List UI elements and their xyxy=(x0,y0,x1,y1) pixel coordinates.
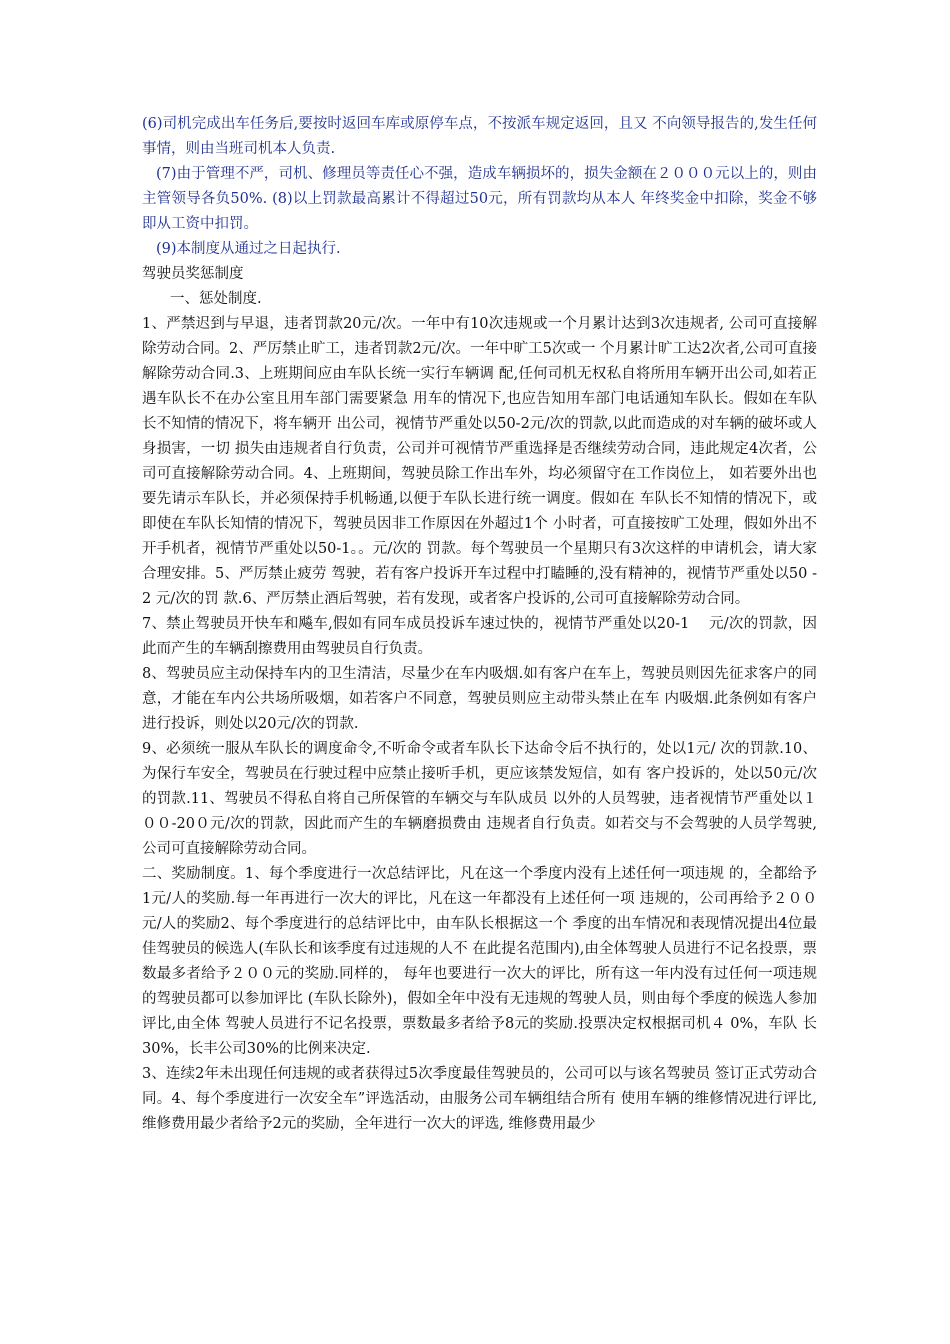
clause-6-paragraph: (6)司机完成出车任务后,要按时返回车库或原停车点，不按派车规定返回，且又 不向领导报告的,发生任何事情，则由当班司机本人负责. xyxy=(142,116,817,157)
punishment-clause-7: 7、禁止驾驶员开快车和飚车,假如有同车成员投诉车速过快的，视情节严重处以20-1 元/次的罚款，因此而产生的车辆刮擦费用由驾驶员自行负责。 xyxy=(142,616,817,657)
document-page xyxy=(142,112,817,1137)
clause-7-8-paragraph: (7)由于管理不严，司机、修理员等责任心不强，造成车辆损坏的，损失金额在２０００元以上的，则由主管领导各负50%. (8)以上罚款最高累计不得超过50元，所有罚款均从本人 年终奖金中扣除，奖金不够即从工资中扣罚。 xyxy=(142,166,817,232)
punishment-clause-8: 8、驾驶员应主动保持车内的卫生清洁，尽量少在车内吸烟.如有客户在车上，驾驶员则因先征求客户的同意，才能在车内公共场所吸烟，如若客户不同意，驾驶员则应主动带头禁止在车 内吸烟.此条例如有客户进行投诉，则处以20元/次的罚款. xyxy=(142,666,817,732)
punishment-clauses-9-11: 9、必须统一服从车队长的调度命令,不听命令或者车队长下达命令后不执行的，处以1元/ 次的罚款.10、为保行车安全，驾驶员在行驶过程中应禁止接听手机，更应该禁发短信，如有 客户投诉的，处以50元/次的罚款.11、驾驶员不得私自将自己所保管的车辆交与车队成员 以外的人员驾驶，违者视情节严重处以１００-20０元/次的罚款，因此而产生的车辆磨损费由 违规者自行负责。如若交与不会驾驶的人员学驾驶,公司可直接解除劳动合同。 xyxy=(142,741,817,857)
punishment-clauses-1-6: 1、严禁迟到与早退，违者罚款20元/次。一年中有10次违规或一个月累计达到3次违规者, 公司可直接解除劳动合同。2、严厉禁止旷工，违者罚款2元/次。一年中旷工5次或一 个月累计旷工达2次者,公司可直接解除劳动合同.3、上班期间应由车队长统一实行车辆调 配,任何司机无权私自将所用车辆开出公司,如若正遇车队长不在办公室且用车部门需要紧急 用车的情况下,也应告知用车部门电话通知车队长。假如在车队长不知情的情况下，将车辆开 出公司，视情节严重处以50-2元/次的罚款,以此而造成的对车辆的破坏或人身损害，一切 损失由违规者自行负责，公司并可视情节严重选择是否继续劳动合同，违此规定4次者，公 司可直接解除劳动合同。4、上班期间，驾驶员除工作出车外，均必须留守在工作岗位上， 如若要外出也要先请示车队长，并必须保持手机畅通,以便于车队长进行统一调度。假如在 车队长不知情的情况下，或即使在车队长知情的情况下，驾驶员因非工作原因在外超过1个 小时者，可直接按旷工处理，假如外出不开手机者，视情节严重处以50-1。。元/次的 罚款。每个驾驶员一个星期只有3次这样的申请机会，请大家合理安排。5、严厉禁止疲劳 驾驶，若有客户投诉开车过程中打瞌睡的,没有精神的，视情节严重处以50 - 2 元/次的罚 款.6、严厉禁止酒后驾驶，若有发现，或者客户投诉的,公司可直接解除劳动合同。 xyxy=(142,316,817,607)
punishment-heading: 一、惩处制度. xyxy=(170,291,262,307)
clause-9-paragraph: (9)本制度从通过之日起执行. xyxy=(156,241,341,257)
reward-clauses-3-4: 3、连续2年未出现任何违规的或者获得过5次季度最佳驾驶员的，公司可以与该名驾驶员 签订正式劳动合同。4、每个季度进行一次安全车”评选活动，由服务公司车辆组结合所有 使用车辆的维修情况进行评比,维修费用最少者给予2元的奖励，全年进行一次大的评选, 维修费用最少 xyxy=(142,1066,817,1132)
section-title: 驾驶员奖惩制度 xyxy=(142,266,244,282)
reward-section: 二、奖励制度。1、每个季度进行一次总结评比，凡在这一个季度内没有上述任何一项违规 的，全都给予1元/人的奖励.每一年再进行一次大的评比，凡在这一年都没有上述任何一项 违规的，公司再给予２００元/人的奖励2、每个季度进行的总结评比中，由车队长根据这一个 季度的出车情况和表现情况提出4位最佳驾驶员的候选人(车队长和该季度有过违规的人不 在此提名范围内),由全体驾驶人员进行不记名投票，票数最多者给予２００元的奖励.同样的， 每年也要进行一次大的评比，所有这一年内没有过任何一项违规的驾驶员都可以参加评比 (车队长除外)，假如全年中没有无违规的驾驶人员，则由每个季度的候选人参加评比,由全体 驾驶人员进行不记名投票，票数最多者给予8元的奖励.投票决定权根据司机４ 0%，车队 长 30%，长丰公司30%的比例来决定. xyxy=(142,866,817,1057)
